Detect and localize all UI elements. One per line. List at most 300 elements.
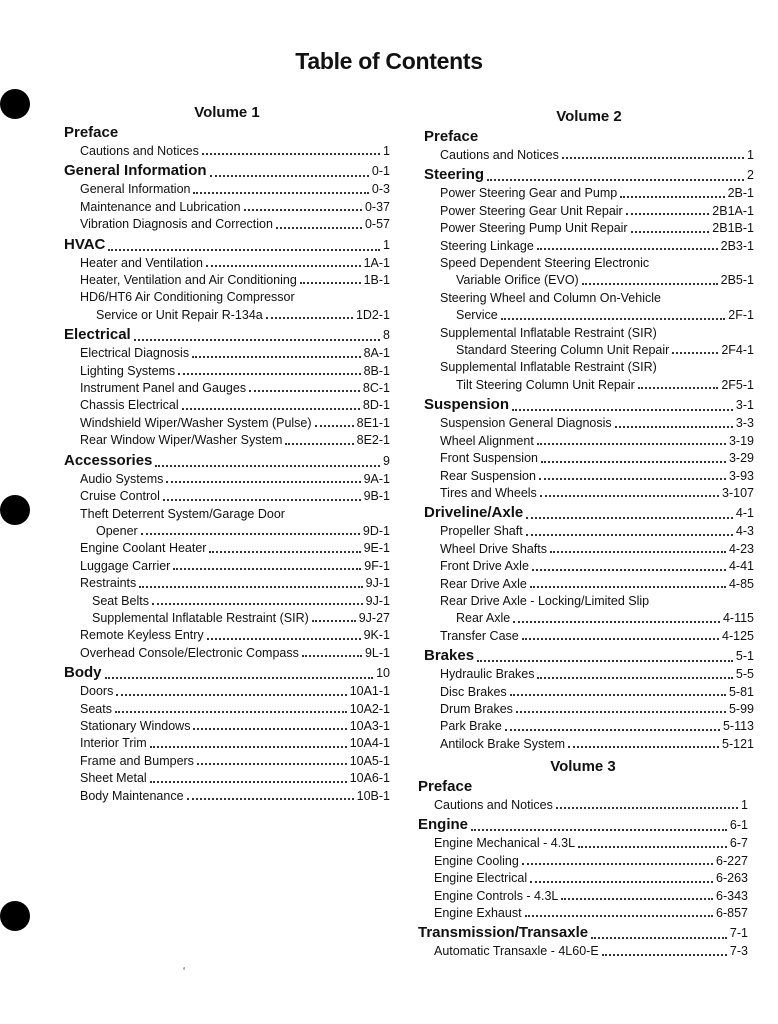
toc-entry[interactable] <box>424 718 754 735</box>
entry-label: Frame and Bumpers <box>80 753 194 768</box>
section-preface: Preface <box>64 124 119 141</box>
toc-entry[interactable] <box>424 238 754 255</box>
entry-page: 1A-1 <box>363 255 390 270</box>
section-title: Brakes <box>424 647 475 665</box>
leader-dots <box>182 408 360 410</box>
entry-page: 9K-1 <box>363 628 390 643</box>
toc-entry[interactable] <box>64 593 390 610</box>
toc-entry[interactable] <box>424 684 754 701</box>
entry-page: 6-343 <box>716 888 748 903</box>
entry-page: 6-227 <box>716 853 748 868</box>
entry-page: 2F4-1 <box>721 343 754 358</box>
entry-label: Power Steering Gear Unit Repair <box>440 203 623 218</box>
entry-page: 3-3 <box>735 416 754 431</box>
entry-label: Luggage Carrier <box>80 558 171 573</box>
entry-page: 9E-1 <box>363 541 390 556</box>
entry-label: Service or Unit Repair R-134a <box>96 307 263 322</box>
leader-dots <box>510 694 726 696</box>
leader-dots <box>249 390 360 392</box>
entry-page: 2B5-1 <box>720 273 754 288</box>
entry-label: Variable Orifice (EVO) <box>456 273 579 288</box>
entry-label: Supplemental Inflatable Restraint (SIR) <box>92 610 309 625</box>
leader-dots <box>532 569 726 571</box>
toc-entry[interactable] <box>64 345 390 362</box>
leader-dots <box>550 551 726 553</box>
leader-dots <box>207 638 361 640</box>
leader-dots <box>105 677 374 679</box>
leader-dots <box>163 499 361 501</box>
entry-label: Steering Linkage <box>440 238 534 253</box>
entry-page: 1B-1 <box>363 273 390 288</box>
entry-page: 8C-1 <box>362 381 390 396</box>
toc-entry[interactable] <box>64 199 390 216</box>
entry-page: 6-7 <box>729 836 748 851</box>
toc-entry[interactable] <box>64 540 390 557</box>
entry-label: Chassis Electrical <box>80 398 179 413</box>
leader-dots <box>266 317 353 319</box>
leader-dots <box>541 461 726 463</box>
section-brakes[interactable] <box>424 646 754 666</box>
stray-mark: ‘ <box>183 966 186 977</box>
entry-page: 2B-1 <box>727 186 754 201</box>
toc-entry[interactable] <box>424 523 754 540</box>
section-page: 10 <box>376 666 390 681</box>
entry-page: 2B1B-1 <box>712 221 754 236</box>
toc-entry[interactable] <box>64 216 390 233</box>
entry-label: Lighting Systems <box>80 363 176 378</box>
entry-label: Power Steering Gear and Pump <box>440 186 618 201</box>
leader-dots <box>513 621 720 623</box>
entry-page: 10A3-1 <box>349 718 390 733</box>
toc-entry[interactable] <box>424 185 754 202</box>
leader-dots <box>187 798 354 800</box>
entry-page: 0-3 <box>371 182 390 197</box>
toc-entry[interactable] <box>424 701 754 718</box>
entry-page: 5-99 <box>728 701 754 716</box>
section-page: 2 <box>747 168 754 183</box>
entry-label: Interior Trim <box>80 736 147 751</box>
section-engine[interactable] <box>418 815 748 835</box>
leader-dots <box>516 711 726 713</box>
toc-entry[interactable] <box>64 610 390 627</box>
entry-label: Engine Cooling <box>434 853 519 868</box>
leader-dots <box>155 465 380 467</box>
toc-entry[interactable] <box>64 415 390 432</box>
toc-entry-first-line: Steering Wheel and Column On-Vehicle <box>440 290 661 305</box>
section-page: 0-1 <box>371 164 390 179</box>
entry-label: Engine Controls - 4.3L <box>434 888 559 903</box>
volume-1-column <box>64 104 390 805</box>
leader-dots <box>672 352 718 354</box>
entry-label: Rear Axle <box>456 611 511 626</box>
entry-label: Heater and Ventilation <box>80 255 204 270</box>
leader-dots <box>525 915 713 917</box>
section-title: Suspension <box>424 396 510 414</box>
toc-entry[interactable] <box>424 558 754 575</box>
leader-dots <box>202 153 380 155</box>
section-title: Accessories <box>64 451 153 469</box>
entry-label: Wheel Drive Shafts <box>440 541 547 556</box>
entry-page: 2B1A-1 <box>712 203 754 218</box>
leader-dots <box>312 620 356 622</box>
section-title: Electrical <box>64 326 131 344</box>
leader-dots <box>116 694 346 696</box>
toc-entry-first-line: Speed Dependent Steering Electronic <box>440 256 650 271</box>
toc-entry[interactable] <box>424 147 754 164</box>
entry-label: Seat Belts <box>92 593 149 608</box>
section-title: Body <box>64 664 102 682</box>
toc-entry[interactable] <box>424 541 754 558</box>
toc-entry[interactable] <box>64 701 390 718</box>
volume1-heading: Volume 1 <box>194 104 260 121</box>
entry-label: Front Drive Axle <box>440 559 529 574</box>
entry-page: 4-85 <box>728 576 754 591</box>
toc-entry[interactable] <box>424 415 754 432</box>
entry-label: Body Maintenance <box>80 788 184 803</box>
entry-page: 4-41 <box>728 559 754 574</box>
entry-page: 5-81 <box>728 684 754 699</box>
entry-label: Windshield Wiper/Washer System (Pulse) <box>80 415 312 430</box>
toc-entry[interactable] <box>64 471 390 488</box>
leader-dots <box>539 478 726 480</box>
entry-page: 10A2-1 <box>349 701 390 716</box>
entry-label: Vibration Diagnosis and Correction <box>80 217 273 232</box>
leader-dots <box>615 426 733 428</box>
leader-dots <box>244 209 362 211</box>
toc-entry[interactable] <box>418 797 748 814</box>
toc-entry[interactable] <box>424 450 754 467</box>
section-page: 7-1 <box>729 926 748 941</box>
section-title: Steering <box>424 166 485 184</box>
toc-entry[interactable] <box>64 575 390 592</box>
entry-label: Stationary Windows <box>80 718 191 733</box>
entry-page: 8A-1 <box>363 346 390 361</box>
entry-page: 1D2-1 <box>355 307 390 322</box>
leader-dots <box>150 781 347 783</box>
leader-dots <box>512 409 733 411</box>
entry-label: Cautions and Notices <box>434 798 553 812</box>
toc-entry[interactable] <box>64 363 390 380</box>
leader-dots <box>522 863 713 865</box>
entry-label: Audio Systems <box>80 471 164 486</box>
toc-entry[interactable] <box>64 272 390 289</box>
toc-entry[interactable] <box>424 610 754 627</box>
section-suspension[interactable] <box>424 395 754 415</box>
toc-entry[interactable] <box>418 853 748 870</box>
leader-dots <box>315 425 354 427</box>
leader-dots <box>501 318 726 320</box>
toc-entry[interactable] <box>424 576 754 593</box>
entry-page: 6-857 <box>716 906 748 921</box>
entry-page: 4-3 <box>735 524 754 539</box>
entry-page: 10A4-1 <box>349 736 390 751</box>
toc-entry[interactable] <box>64 718 390 735</box>
section-page: 1 <box>383 237 390 252</box>
entry-label: Overhead Console/Electronic Compass <box>80 645 299 660</box>
toc-entry[interactable] <box>64 255 390 272</box>
toc-entry[interactable] <box>64 307 390 324</box>
volume-3-column <box>418 758 748 961</box>
entry-label: Hydraulic Brakes <box>440 667 535 682</box>
entry-page: 6-263 <box>716 871 748 886</box>
toc-entry[interactable] <box>64 735 390 752</box>
leader-dots <box>530 586 726 588</box>
leader-dots <box>477 660 733 662</box>
leader-dots <box>556 807 738 809</box>
leader-dots <box>108 249 380 251</box>
entry-page: 10B-1 <box>356 788 390 803</box>
entry-label: Antilock Brake System <box>440 736 566 751</box>
leader-dots <box>192 356 361 358</box>
entry-label: Engine Mechanical - 4.3L <box>434 836 576 851</box>
toc-entry-first-line: Rear Drive Axle - Locking/Limited Slip <box>440 593 650 608</box>
section-transmission-transaxle[interactable] <box>418 923 748 943</box>
leader-dots <box>276 227 362 229</box>
leader-dots <box>134 339 380 341</box>
leader-dots <box>139 586 362 588</box>
leader-dots <box>620 196 724 198</box>
leader-dots <box>537 248 718 250</box>
section-general-information[interactable] <box>64 161 390 181</box>
entry-label: Engine Exhaust <box>434 906 522 921</box>
toc-entry[interactable] <box>64 788 390 805</box>
entry-page: 9A-1 <box>363 471 390 486</box>
entry-page: 4-125 <box>722 628 754 643</box>
toc-entry[interactable] <box>64 523 390 540</box>
section-steering[interactable] <box>424 165 754 185</box>
toc-entry[interactable] <box>64 397 390 414</box>
toc-entry[interactable] <box>424 736 754 753</box>
entry-page: 9D-1 <box>362 523 390 538</box>
entry-label: Sheet Metal <box>80 771 147 786</box>
entry-label: Engine Coolant Heater <box>80 541 207 556</box>
toc-entry[interactable] <box>424 220 754 237</box>
entry-label: Cautions and Notices <box>80 144 199 158</box>
entry-label: Service <box>456 308 498 323</box>
leader-dots <box>197 763 347 765</box>
entry-label: Seats <box>80 701 112 716</box>
section-preface: Preface <box>418 778 473 795</box>
toc-entry[interactable] <box>64 683 390 700</box>
entry-page: 4-115 <box>722 611 754 626</box>
entry-page: 10A6-1 <box>349 771 390 786</box>
toc-entry[interactable] <box>418 905 748 922</box>
entry-page: 0-57 <box>364 217 390 232</box>
toc-entry[interactable] <box>64 181 390 198</box>
leader-dots <box>302 655 362 657</box>
leader-dots <box>471 829 727 831</box>
toc-entry-first-line: Theft Deterrent System/Garage Door <box>80 506 285 521</box>
entry-page: 10A1-1 <box>349 684 390 699</box>
leader-dots <box>537 443 726 445</box>
toc-entry-first-line: HD6/HT6 Air Conditioning Compressor <box>80 290 295 305</box>
toc-entry[interactable] <box>418 943 748 960</box>
leader-dots <box>193 192 368 194</box>
section-title: Transmission/Transaxle <box>418 924 589 942</box>
leader-dots <box>540 495 719 497</box>
toc-entry[interactable] <box>424 377 754 394</box>
leader-dots <box>562 157 744 159</box>
entry-label: General Information <box>80 182 191 197</box>
toc-entry[interactable] <box>424 628 754 645</box>
leader-dots <box>568 746 719 748</box>
entry-page: 1 <box>741 798 748 812</box>
toc-entry[interactable] <box>64 770 390 787</box>
entry-label: Drum Brakes <box>440 701 513 716</box>
toc-entry[interactable] <box>418 870 748 887</box>
toc-entry[interactable] <box>424 468 754 485</box>
entry-page: 4-23 <box>728 541 754 556</box>
entry-page: 10A5-1 <box>349 753 390 768</box>
section-page: 8 <box>383 328 390 343</box>
leader-dots <box>526 534 733 536</box>
leader-dots <box>209 551 360 553</box>
toc-entry[interactable] <box>64 432 390 449</box>
entry-label: Engine Electrical <box>434 871 528 886</box>
leader-dots <box>526 517 733 519</box>
entry-label: Power Steering Pump Unit Repair <box>440 221 628 236</box>
leader-dots <box>173 568 361 570</box>
entry-page: 2F-1 <box>728 308 754 323</box>
entry-label: Cruise Control <box>80 489 160 504</box>
entry-label: Rear Suspension <box>440 468 536 483</box>
leader-dots <box>537 677 732 679</box>
toc-entry[interactable] <box>424 485 754 502</box>
entry-page: 9J-27 <box>358 610 390 625</box>
entry-page: 8E1-1 <box>356 415 390 430</box>
toc-entry[interactable] <box>64 488 390 505</box>
leader-dots <box>505 729 720 731</box>
section-page: 6-1 <box>729 818 748 833</box>
entry-page: 5-113 <box>722 719 754 734</box>
binder-hole-middle <box>0 495 30 525</box>
leader-dots <box>591 937 727 939</box>
entry-label: Rear Drive Axle <box>440 576 527 591</box>
entry-page: 3-107 <box>722 485 754 500</box>
leader-dots <box>530 881 713 883</box>
leader-dots <box>210 175 369 177</box>
leader-dots <box>631 231 710 233</box>
entry-label: Maintenance and Lubrication <box>80 199 241 214</box>
entry-label: Cautions and Notices <box>440 148 559 162</box>
section-driveline-axle[interactable] <box>424 503 754 523</box>
toc-entry[interactable] <box>64 558 390 575</box>
entry-page: 8E2-1 <box>356 433 390 448</box>
leader-dots <box>152 603 363 605</box>
toc-entry[interactable] <box>424 307 754 324</box>
leader-dots <box>582 283 718 285</box>
entry-page: 5-121 <box>722 736 754 751</box>
section-page: 5-1 <box>735 649 754 664</box>
entry-label: Suspension General Diagnosis <box>440 416 612 431</box>
entry-page: 2F5-1 <box>721 377 754 392</box>
entry-page: 1 <box>747 148 754 162</box>
entry-label: Doors <box>80 684 114 699</box>
leader-dots <box>206 265 361 267</box>
toc-entry[interactable] <box>424 203 754 220</box>
section-title: Driveline/Axle <box>424 504 524 522</box>
entry-label: Restraints <box>80 576 137 591</box>
section-title: Engine <box>418 816 469 834</box>
toc-entry[interactable] <box>64 753 390 770</box>
section-preface: Preface <box>424 128 479 145</box>
entry-label: Standard Steering Column Unit Repair <box>456 343 670 358</box>
volume-2-column <box>424 108 754 753</box>
toc-entry[interactable] <box>424 342 754 359</box>
volume2-heading: Volume 2 <box>556 108 622 125</box>
entry-page: 9L-1 <box>364 645 390 660</box>
section-title: HVAC <box>64 235 106 253</box>
leader-dots <box>578 846 727 848</box>
leader-dots <box>150 746 347 748</box>
leader-dots <box>285 443 353 445</box>
leader-dots <box>638 387 719 389</box>
volume3-heading: Volume 3 <box>550 758 616 775</box>
section-electrical[interactable] <box>64 325 390 345</box>
section-page: 3-1 <box>735 398 754 413</box>
toc-entry[interactable] <box>64 645 390 662</box>
entry-page: 2B3-1 <box>720 238 754 253</box>
entry-page: 7-3 <box>729 944 748 959</box>
entry-label: Transfer Case <box>440 628 519 643</box>
section-title: General Information <box>64 162 207 180</box>
entry-page: 3-29 <box>728 451 754 466</box>
leader-dots <box>487 179 744 181</box>
section-page: 4-1 <box>735 506 754 521</box>
toc-entry[interactable] <box>418 888 748 905</box>
toc-entry[interactable] <box>64 143 390 160</box>
section-page: 9 <box>383 453 390 468</box>
toc-entry[interactable] <box>424 272 754 289</box>
entry-label: Automatic Transaxle - 4L60-E <box>434 944 599 959</box>
leader-dots <box>193 728 346 730</box>
entry-label: Tires and Wheels <box>440 485 537 500</box>
entry-page: 8D-1 <box>362 398 390 413</box>
entry-page: 9J-1 <box>365 593 390 608</box>
leader-dots <box>300 282 361 284</box>
leader-dots <box>166 481 360 483</box>
toc-entry[interactable] <box>64 627 390 644</box>
entry-label: Park Brake <box>440 719 502 734</box>
toc-entry[interactable] <box>418 835 748 852</box>
entry-label: Instrument Panel and Gauges <box>80 381 247 396</box>
leader-dots <box>626 213 710 215</box>
section-hvac[interactable] <box>64 235 390 255</box>
toc-entry[interactable] <box>64 380 390 397</box>
leader-dots <box>178 373 360 375</box>
toc-entry[interactable] <box>424 666 754 683</box>
page-title: Table of Contents <box>295 48 483 74</box>
leader-dots <box>561 898 713 900</box>
toc-entry[interactable] <box>424 433 754 450</box>
entry-page: 1 <box>383 144 390 158</box>
entry-label: Electrical Diagnosis <box>80 346 190 361</box>
toc-entry-first-line: Supplemental Inflatable Restraint (SIR) <box>440 360 657 375</box>
entry-page: 3-19 <box>728 433 754 448</box>
entry-page: 9B-1 <box>363 489 390 504</box>
leader-dots <box>115 711 347 713</box>
entry-page: 8B-1 <box>363 363 390 378</box>
entry-page: 0-37 <box>364 199 390 214</box>
entry-page: 3-93 <box>728 468 754 483</box>
entry-label: Opener <box>96 523 138 538</box>
section-accessories[interactable] <box>64 451 390 471</box>
entry-page: 5-5 <box>735 667 754 682</box>
leader-dots <box>141 533 360 535</box>
toc-entry-first-line: Supplemental Inflatable Restraint (SIR) <box>440 325 657 340</box>
binder-hole-bottom <box>0 901 30 931</box>
section-body[interactable] <box>64 663 390 683</box>
